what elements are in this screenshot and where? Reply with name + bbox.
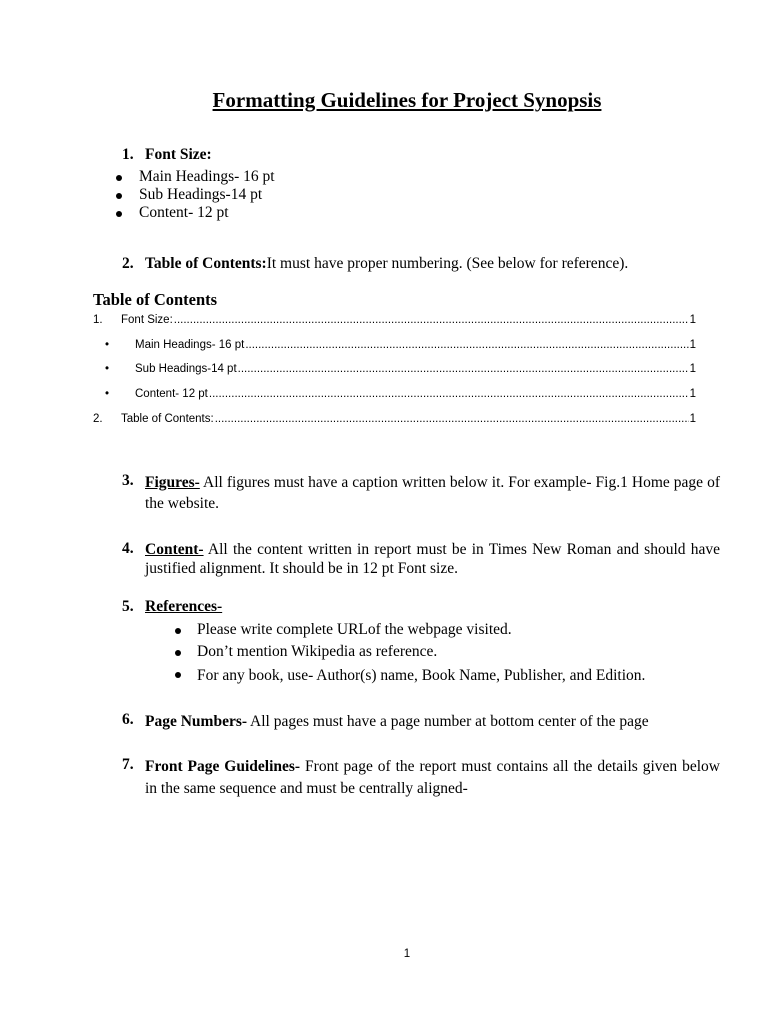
toc-label: Content- 12 pt	[135, 388, 208, 400]
section-6-text: All pages must have a page number at bottom center of the page	[247, 713, 649, 730]
section-5-number: 5.	[122, 598, 134, 615]
section-1-heading: Font Size:	[145, 146, 212, 163]
toc-page: 1	[689, 363, 696, 375]
toc-label: Font Size:	[121, 314, 173, 326]
toc-label: Main Headings- 16 pt	[135, 339, 245, 351]
section-7-number: 7.	[122, 756, 134, 773]
section-3-paragraph	[145, 472, 720, 514]
section-2-number: 2.	[122, 255, 134, 272]
toc-entry[interactable]	[105, 339, 696, 351]
section-1-bullet: Main Headings- 16 pt	[139, 168, 275, 185]
toc-page: 1	[689, 314, 696, 326]
toc-marker: 2.	[93, 413, 103, 425]
section-1-bullet: Content- 12 pt	[139, 204, 229, 221]
section-7-paragraph	[145, 756, 720, 800]
toc-entry[interactable]	[105, 388, 696, 400]
toc-leader	[238, 363, 689, 375]
section-7-heading: Front Page Guidelines-	[145, 758, 301, 775]
section-2-heading: Table of Contents:	[145, 255, 267, 272]
section-4-number: 4.	[122, 540, 134, 557]
toc-label: Sub Headings-14 pt	[135, 363, 237, 375]
toc-label: Table of Contents:	[121, 413, 214, 425]
section-5-bullet: Please write complete URLof the webpage visited.	[197, 621, 512, 638]
toc-leader	[209, 388, 689, 400]
toc-leader	[215, 413, 689, 425]
toc-page: 1	[689, 339, 696, 351]
toc-marker: •	[105, 388, 110, 400]
section-6-paragraph	[145, 711, 720, 733]
toc-leader	[245, 339, 688, 351]
toc-page: 1	[689, 388, 696, 400]
section-1-bullet: Sub Headings-14 pt	[139, 186, 263, 203]
toc-entry[interactable]	[93, 413, 696, 425]
section-5-heading: References-	[145, 598, 223, 615]
section-4-paragraph	[145, 540, 720, 578]
bullet-icon	[116, 211, 122, 217]
toc-marker: 1.	[93, 314, 103, 326]
toc-page: 1	[689, 413, 696, 425]
toc-leader	[174, 314, 689, 326]
section-6-number: 6.	[122, 711, 134, 728]
section-5-bullet: For any book, use- Author(s) name, Book Name, Publisher, and Edition.	[197, 667, 646, 684]
toc-marker: •	[105, 363, 110, 375]
section-2-line	[145, 255, 628, 273]
section-1-number: 1.	[122, 146, 134, 163]
bullet-icon	[116, 193, 122, 199]
section-4-text: All the content written in report must be in Times New Roman and should have justified alignment. It should be in 12 pt Font size.	[145, 541, 720, 577]
section-5-bullet: Don’t mention Wikipedia as reference.	[197, 643, 438, 660]
toc-heading: Table of Contents	[93, 290, 218, 309]
section-2-text: It must have proper numbering. (See below for reference).	[266, 255, 629, 272]
section-3-number: 3.	[122, 472, 134, 489]
toc-entry[interactable]	[105, 363, 696, 375]
toc-marker: •	[105, 339, 110, 351]
section-4-heading: Content-	[145, 541, 204, 558]
page-title: Formatting Guidelines for Project Synopsis	[212, 88, 602, 112]
section-7-text: Front page of the report must contains all the details given below in the same sequence and must be centrally aligned-	[145, 758, 720, 797]
section-3-text: All figures must have a caption written below it. For example- Fig.1 Home page of the website.	[145, 474, 720, 512]
bullet-icon	[175, 650, 181, 656]
bullet-icon	[175, 672, 181, 678]
page-number: 1	[403, 948, 411, 960]
bullet-icon	[175, 628, 181, 634]
section-6-heading: Page Numbers-	[145, 713, 248, 730]
section-3-heading: Figures-	[145, 474, 200, 491]
bullet-icon	[116, 175, 122, 181]
toc-entry[interactable]	[93, 314, 696, 326]
